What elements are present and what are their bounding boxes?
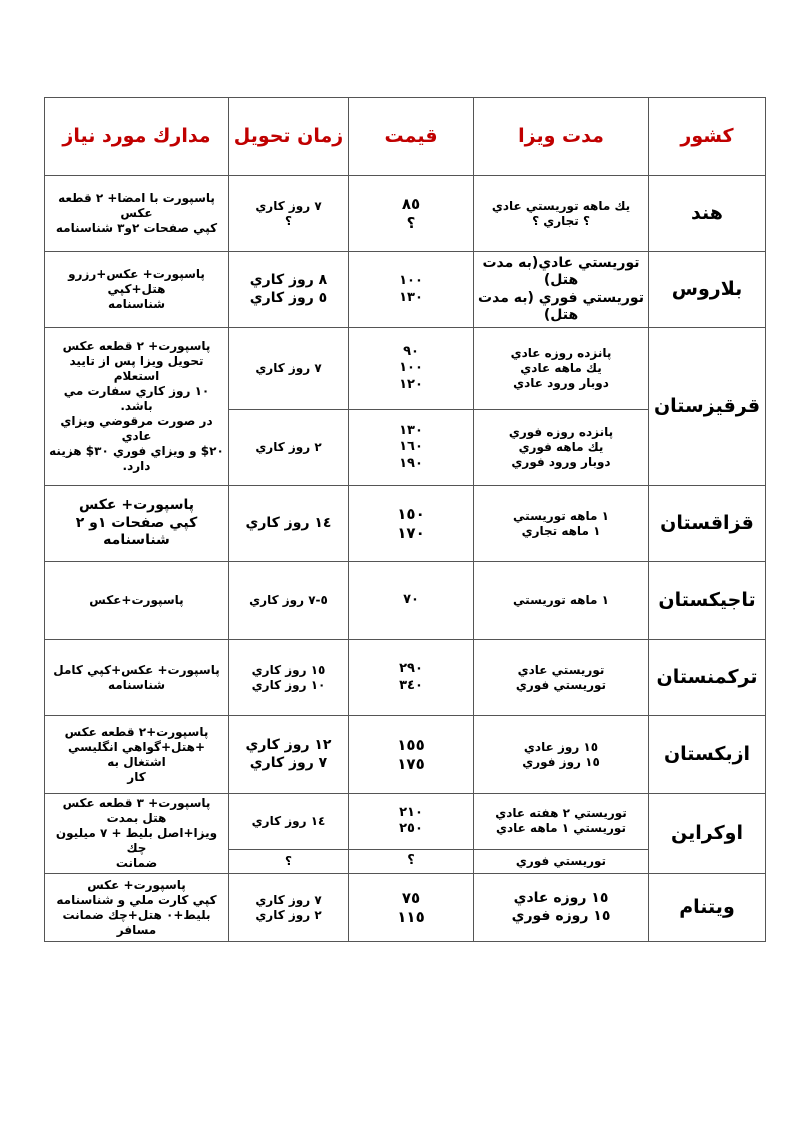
duration-cell	[474, 410, 649, 486]
country-cell: اوكراين	[649, 794, 766, 874]
delivery-cell	[229, 794, 349, 850]
country-cell: تاجيكستان	[649, 562, 766, 640]
duration-cell	[474, 252, 649, 328]
duration-line: ١ ماهه تجاري	[521, 523, 601, 538]
price-line: ٢٥٠	[399, 821, 423, 837]
duration-line: توريستي عادي	[517, 662, 605, 677]
documents-cell	[45, 874, 229, 942]
documents-line: پاسپورت+ ٢ قطعه عكس	[62, 339, 211, 353]
price-cell	[349, 562, 474, 640]
delivery-line: ١٥ روز كاري	[251, 662, 326, 677]
delivery-line: ٧ روز كاري	[249, 754, 328, 771]
documents-line: پاسپورت+ ٣ قطعه عكس هتل بمدت	[62, 796, 211, 825]
duration-cell	[474, 640, 649, 716]
price-line: ١٩٠	[399, 455, 423, 471]
duration-cell	[474, 874, 649, 942]
documents-cell	[45, 562, 229, 640]
duration-cell	[474, 849, 649, 873]
country-cell: قزاقستان	[649, 486, 766, 562]
duration-line: ١٥ روز عادي	[523, 739, 599, 754]
duration-line: توريستي ٢ هفته عادي	[495, 806, 627, 821]
header-documents: مدارك مورد نياز	[45, 98, 229, 176]
header-country: كشور	[649, 98, 766, 176]
documents-line: كار	[127, 769, 146, 784]
duration-line: توريستي فوري (به مدت هتل)	[478, 289, 644, 323]
delivery-line: ٢ روز كاري	[255, 440, 322, 454]
price-line: ١١٥	[397, 907, 425, 926]
documents-line: پاسپورت+ عكس	[78, 497, 194, 514]
price-cell	[349, 410, 474, 486]
documents-line: ضمانت	[115, 856, 158, 870]
documents-line: پاسپورت+ عكس+رزرو هتل+كپي	[68, 267, 205, 296]
duration-line: يك ماهه توريستي عادي	[491, 198, 631, 213]
delivery-cell	[229, 640, 349, 716]
table-row	[45, 562, 766, 640]
delivery-line: ٥ روز كاري	[249, 289, 328, 306]
country-cell: ويتنام	[649, 874, 766, 942]
delivery-line: ٧ روز كاري	[255, 361, 322, 375]
duration-cell	[474, 794, 649, 850]
price-line: ١٥٠	[397, 504, 425, 523]
price-line: ٨٥	[401, 194, 421, 213]
price-line: ٩٠	[403, 344, 419, 360]
duration-line: ١٥ روزه عادي	[513, 890, 609, 906]
price-line: ١٠٠	[399, 360, 423, 376]
duration-line: دوبار ورود فوري	[511, 455, 611, 469]
table-row	[45, 252, 766, 328]
duration-line: ١ ماهه توريستي	[513, 593, 609, 607]
country-cell: بلاروس	[649, 252, 766, 328]
duration-line: ١٥ روز فوري	[522, 754, 600, 769]
price-line: ١٠٠	[399, 273, 423, 289]
delivery-line: ٢ روز كاري	[255, 907, 322, 922]
duration-line: پانزده روزه فوري	[508, 425, 614, 439]
price-line: ١٢٠	[399, 376, 423, 392]
duration-line: پانزده روزه عادي	[510, 346, 612, 360]
delivery-cell	[229, 874, 349, 942]
header-price: قيمت	[349, 98, 474, 176]
delivery-line: ؟	[285, 853, 292, 868]
price-cell	[349, 328, 474, 410]
table-row	[45, 176, 766, 252]
documents-cell	[45, 252, 229, 328]
price-cell	[349, 640, 474, 716]
duration-line: ؟ تجاري ؟	[532, 213, 590, 228]
price-cell	[349, 794, 474, 850]
delivery-cell	[229, 716, 349, 794]
delivery-cell	[229, 849, 349, 873]
delivery-cell	[229, 328, 349, 410]
delivery-line: ١٢ روز كاري	[245, 737, 332, 753]
price-cell	[349, 176, 474, 252]
price-line: ٢٩٠	[399, 661, 423, 677]
price-line: ١٥٥	[397, 735, 425, 754]
documents-cell	[45, 716, 229, 794]
duration-cell	[474, 486, 649, 562]
price-line: ٣٤٠	[399, 677, 423, 693]
duration-line: ١ ماهه توريستي	[513, 508, 609, 523]
duration-line: توريستي فوري	[515, 853, 607, 868]
duration-cell	[474, 716, 649, 794]
price-line: ١٣٠	[399, 423, 423, 439]
duration-cell	[474, 562, 649, 640]
documents-line: كپي صفحات ١و ٢ شناسنامه	[75, 514, 198, 549]
documents-cell	[45, 486, 229, 562]
price-line: ١٦٠	[399, 439, 423, 455]
duration-line: توريستي فوري	[515, 677, 607, 692]
country-cell: تركمنستان	[649, 640, 766, 716]
table-row	[45, 640, 766, 716]
price-line: ؟	[406, 213, 416, 232]
documents-line: پاسپورت+٢ قطعه عكس	[64, 724, 209, 739]
documents-line: پاسپورت با امضا+ ٢ قطعه عكس	[58, 191, 215, 220]
documents-line: شناسنامه	[107, 677, 166, 692]
documents-line: +هتل+گواهي انگليسي اشتغال به	[67, 739, 206, 769]
price-line: ١٣٠	[399, 289, 423, 305]
documents-cell	[45, 176, 229, 252]
documents-line: ويزا+اصل بليط + ٧ ميليون چك	[55, 826, 218, 855]
price-cell	[349, 849, 474, 873]
duration-line: يك ماهه عادي	[520, 361, 602, 375]
delivery-cell	[229, 562, 349, 640]
price-line: ؟	[407, 853, 415, 869]
delivery-line: ؟	[285, 213, 292, 228]
visa-table	[44, 97, 766, 942]
country-cell: قرقيزستان	[649, 328, 766, 486]
header-duration: مدت ويزا	[474, 98, 649, 176]
table-row	[45, 794, 766, 850]
table-row	[45, 716, 766, 794]
delivery-line: ٨ روز كاري	[249, 272, 328, 288]
documents-line: شناسنامه	[107, 297, 166, 311]
delivery-cell	[229, 410, 349, 486]
duration-cell	[474, 328, 649, 410]
price-line: ٧٠	[403, 592, 419, 608]
delivery-line: ١٤ روز كاري	[245, 514, 332, 531]
documents-line: در صورت مرقوضي ويزاي عادي	[60, 414, 213, 443]
delivery-line: ١٠ روز كاري	[251, 677, 326, 692]
documents-cell	[45, 640, 229, 716]
delivery-line: ٧ روز كاري	[255, 892, 322, 907]
duration-line: دوبار ورود عادي	[513, 376, 609, 390]
country-cell: هند	[649, 176, 766, 252]
documents-line: تحويل ويزا پس از تاييد استعلام	[69, 354, 204, 383]
table-row	[45, 874, 766, 942]
delivery-line: ١٤ روز كاري	[251, 813, 326, 828]
documents-cell	[45, 794, 229, 874]
documents-line: بليط+٠ هتل+چك ضمانت مسافر	[62, 907, 211, 937]
documents-line: كپي صفحات ٢و٣ شناسنامه	[55, 221, 218, 235]
documents-line: پاسپورت+ عكس+كپي كامل	[53, 662, 220, 677]
duration-line: يك ماهه فوري	[518, 440, 604, 454]
price-line: ١٧٥	[397, 754, 425, 773]
price-cell	[349, 486, 474, 562]
header-delivery: زمان تحويل	[229, 98, 349, 176]
duration-line: توريستي عادي(به مدت هتل)	[482, 254, 640, 288]
price-cell	[349, 716, 474, 794]
header-row	[45, 98, 766, 176]
price-line: ٢١٠	[399, 805, 423, 821]
documents-line: كپي كارت ملي و شناسنامه	[56, 892, 217, 907]
delivery-cell	[229, 486, 349, 562]
documents-line: پاسپورت+ عكس	[87, 877, 186, 892]
delivery-cell	[229, 252, 349, 328]
documents-cell	[45, 328, 229, 486]
documents-line: ٢٠$ و ويزاي فوري ٣٠$ هزينه	[49, 444, 224, 458]
price-line: ١٧٠	[397, 523, 425, 542]
price-cell	[349, 252, 474, 328]
documents-line: دارد.	[122, 459, 151, 473]
delivery-line: ٥-٧ روز كاري	[249, 593, 328, 607]
table-row	[45, 328, 766, 410]
documents-line: پاسپورت+عكس	[89, 593, 184, 607]
duration-line: توريستي ١ ماهه عادي	[496, 821, 626, 836]
documents-line: ١٠ روز كاري سفارت مي باشد.	[63, 384, 210, 413]
duration-cell	[474, 176, 649, 252]
table-row	[45, 486, 766, 562]
price-cell	[349, 874, 474, 942]
duration-line: ١٥ روزه فوري	[511, 907, 611, 924]
price-line: ٧٥	[401, 888, 421, 907]
delivery-line: ٧ روز كاري	[255, 198, 322, 213]
country-cell: ازبكستان	[649, 716, 766, 794]
delivery-cell	[229, 176, 349, 252]
